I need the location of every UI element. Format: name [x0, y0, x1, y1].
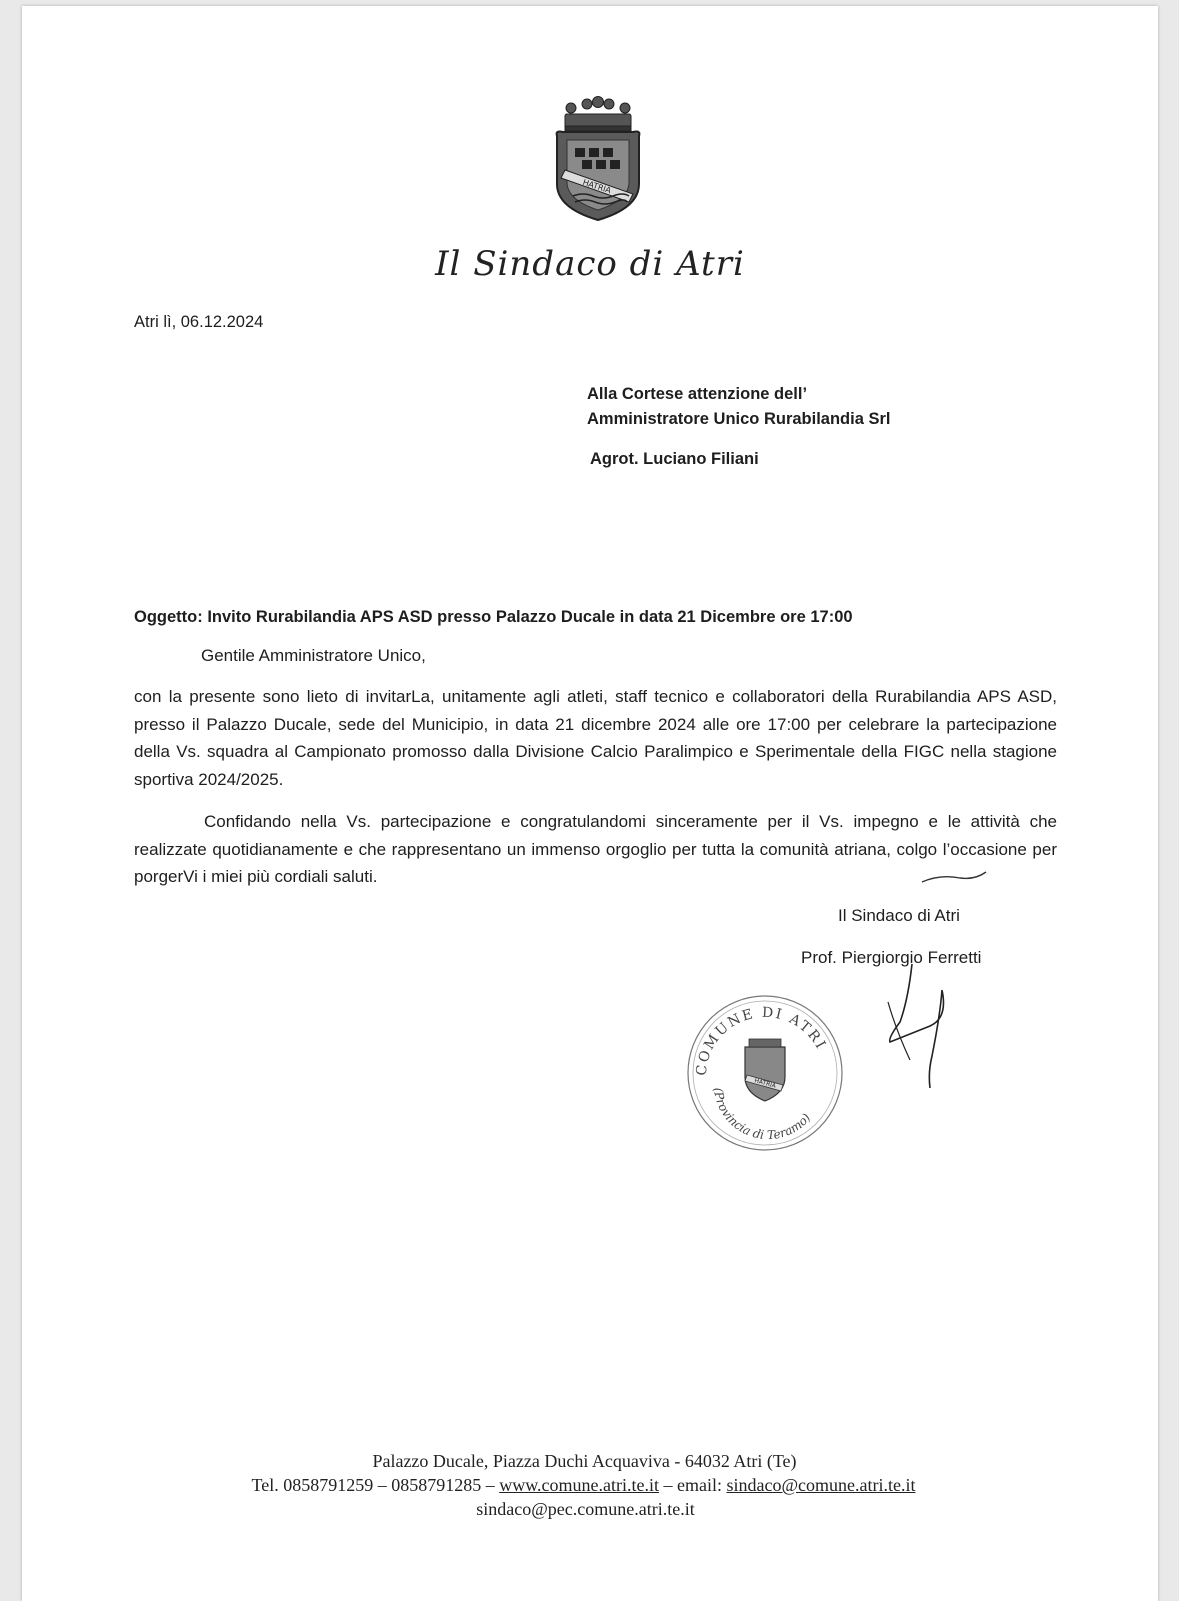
footer-email-link[interactable]: sindaco@comune.atri.te.it — [726, 1475, 916, 1495]
crest-label: HATRIA — [581, 177, 613, 196]
signoff-title: Il Sindaco di Atri — [838, 906, 960, 925]
body-paragraph-1: con la presente sono lieto di invitarLa, unitamente agli atleti, staff tecnico e collaboratori della Rurabilandia APS ASD, presso il Palazzo Ducale, sede del Municipio, in data 21 dicembre 2024 alle ore 17:00 per celebrare la partecipazione della Vs. squadra al Campionato promosso dalla Divisione Calcio Paralimpico e Sperimentale della FIGC nella stagione sportiva 2024/2025. — [134, 687, 1057, 789]
stamp-center-label: HATRIA — [753, 1077, 777, 1090]
stamp-top-text: COMUNE DI ATRI — [693, 1004, 830, 1077]
salutation: Gentile Amministratore Unico, — [201, 646, 426, 665]
recipient-line-2: Amministratore Unico Rurabilandia Srl — [587, 410, 891, 428]
place-date: Atri lì, 06.12.2024 — [134, 313, 264, 331]
handwritten-mark — [920, 868, 990, 888]
body-paragraph-2: Confidando nella Vs. partecipazione e congratulandomi sinceramente per il Vs. impegno e le attività che realizzate quotidianamente e che rappresentano un immenso orgoglio per tutta la comunità atriana, colgo l’occasione per porgerVi i miei più cordiali saluti. — [134, 812, 1057, 886]
official-stamp — [684, 992, 846, 1154]
coat-of-arms-logo — [543, 96, 653, 226]
footer-tel: Tel. 0858791259 – 0858791285 – — [251, 1475, 500, 1495]
recipient-line-3: Agrot. Luciano Filiani — [590, 450, 759, 468]
footer-email-label: – email: — [659, 1475, 727, 1495]
stamp-bottom-text: (Provincia di Teramo) — [710, 1086, 814, 1143]
signature — [870, 960, 980, 1100]
signoff-name: Prof. Piergiorgio Ferretti — [801, 948, 982, 967]
footer-website-link[interactable]: www.comune.atri.te.it — [499, 1475, 659, 1495]
recipient-line-1: Alla Cortese attenzione dell’ — [587, 385, 808, 403]
footer-pec: sindaco@pec.comune.atri.te.it — [476, 1499, 695, 1519]
footer-contacts — [0, 1475, 1173, 1496]
footer-address: Palazzo Ducale, Piazza Duchi Acquaviva - 64032 Atri (Te) — [372, 1451, 797, 1471]
letterhead-title: Il Sindaco di Atri — [435, 244, 745, 284]
subject-line: Oggetto: Invito Rurabilandia APS ASD presso Palazzo Ducale in data 21 Dicembre ore 17:00 — [134, 608, 853, 626]
